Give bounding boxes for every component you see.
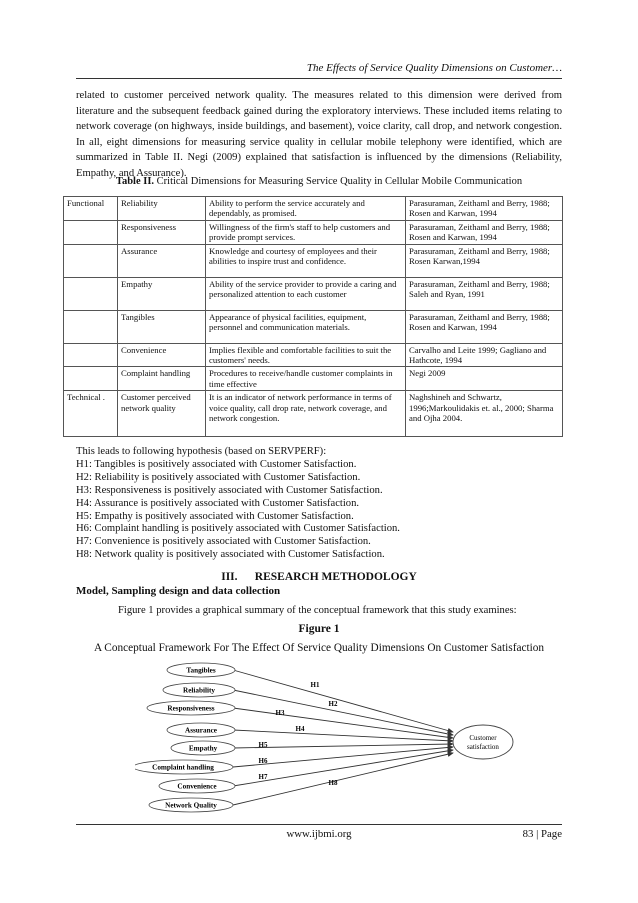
table-row xyxy=(64,343,563,367)
table-cell-dimension: Convenience xyxy=(118,343,206,367)
table-caption-text: Critical Dimensions for Measuring Service Quality in Cellular Mobile Communication xyxy=(156,176,523,187)
table-cell-dimension: Assurance xyxy=(118,244,206,277)
label-h8: H8 xyxy=(328,779,338,787)
hypothesis-item: H2: Reliability is positively associated with Customer Satisfaction. xyxy=(76,471,361,483)
table-cell-source: Carvalho and Leite 1999; Gagliano and Hathcote, 1994 xyxy=(406,343,563,367)
node-label: Reliability xyxy=(183,686,215,695)
hypothesis-item: H6: Complaint handling is positively associated with Customer Satisfaction. xyxy=(76,523,400,535)
table-cell-dimension: Reliability xyxy=(118,197,206,221)
table-cell-source: Parasuraman, Zeithaml and Berry, 1988; Rosen Karwan,1994 xyxy=(406,244,563,277)
table-cell-description: Ability of the service provider to provide a caring and personalized attention to each customer xyxy=(206,277,406,310)
footer-rule xyxy=(76,824,562,825)
table-cell-source: Naghshineh and Schwartz, 1996;Markoulidakis et. al., 2000; Sharma and Ojha 2004. xyxy=(406,391,563,437)
table-cell-dimension: Empathy xyxy=(118,277,206,310)
node-label: Tangibles xyxy=(186,666,216,675)
node-empathy xyxy=(171,741,235,755)
node-label: Assurance xyxy=(185,726,217,735)
table-cell-dimension: Customer perceived network quality xyxy=(118,391,206,437)
node-label: Network Quality xyxy=(165,801,217,810)
table-cell-group xyxy=(64,220,118,244)
table-cell-description: Appearance of physical facilities, equipment, personnel and communication materials. xyxy=(206,310,406,343)
node-assurance xyxy=(167,723,235,737)
table-cell-group xyxy=(64,244,118,277)
table-cell-group xyxy=(64,277,118,310)
table-cell-description: Willingness of the firm's staff to help customers and provide prompt services. xyxy=(206,220,406,244)
table-cell-description: Ability to perform the service accurately and dependably, as promised. xyxy=(206,197,406,221)
node-responsiveness xyxy=(147,701,235,715)
hypothesis-item: H1: Tangibles is positively associated with Customer Satisfaction. xyxy=(76,458,357,470)
node-customer-satisfaction xyxy=(453,725,513,759)
dimensions-table xyxy=(63,196,563,437)
node-label: Complaint handling xyxy=(152,763,214,772)
table-cell-source: Parasuraman, Zeithaml and Berry, 1988; Saleh and Ryan, 1991 xyxy=(406,277,563,310)
label-h5: H5 xyxy=(258,741,268,749)
table-row xyxy=(64,220,563,244)
table-row xyxy=(64,197,563,221)
table-cell-dimension: Responsiveness xyxy=(118,220,206,244)
node-complaint-handling xyxy=(135,760,233,774)
hypothesis-item: H8: Network quality is positively associated with Customer Satisfaction. xyxy=(76,549,385,561)
section-subheading: Model, Sampling design and data collection xyxy=(76,585,281,597)
hypotheses-intro: This leads to following hypothesis (based on SERVPERF): xyxy=(76,446,327,457)
table-cell-group: Technical . xyxy=(64,391,118,437)
conceptual-framework-diagram xyxy=(135,660,515,820)
table-cell-source: Parasuraman, Zeithaml and Berry, 1988; Rosen and Karwan, 1994 xyxy=(406,197,563,221)
table-row xyxy=(64,391,563,437)
node-reliability xyxy=(163,683,235,697)
intro-paragraph: related to customer perceived network quality. The measures related to this dimension were derived from literature and the subsequent feedback gained during the exploratory interviews. These included items relating to network coverage (on highways, inside buildings, and basement), voice clarity, call drop, and network congestion. In all, eight dimensions for measuring service quality in cellular mobile telephony were identified, which are summarized in Table II. Negi (2009) explained that satisfaction is influenced by the dimensions (Reliability, Empathy, and Assurance). xyxy=(76,90,562,179)
table-cell-description: Implies flexible and comfortable facilities to suit the customers' needs. xyxy=(206,343,406,367)
label-h6: H6 xyxy=(258,757,268,765)
label-h3: H3 xyxy=(275,709,285,717)
hypothesis-item: H3: Responsiveness is positively associated with Customer Satisfaction. xyxy=(76,484,383,496)
node-label: Convenience xyxy=(177,782,217,791)
node-convenience xyxy=(159,779,235,793)
label-h7: H7 xyxy=(258,773,268,781)
table-cell-dimension: Complaint handling xyxy=(118,367,206,391)
figure-label: Figure 1 xyxy=(298,623,340,635)
table-cell-description: Knowledge and courtesy of employees and their abilities to inspire trust and confidence. xyxy=(206,244,406,277)
header-rule xyxy=(76,78,562,79)
table-caption xyxy=(76,176,562,187)
footer-page-number: 83 | Page xyxy=(522,828,562,840)
hypothesis-item: H4: Assurance is positively associated with Customer Satisfaction. xyxy=(76,497,360,509)
table-cell-source: Parasuraman, Zeithaml and Berry, 1988; Rosen and Karwan, 1994 xyxy=(406,220,563,244)
table-cell-group: Functional xyxy=(64,197,118,221)
table-cell-dimension: Tangibles xyxy=(118,310,206,343)
section-heading: III. RESEARCH METHODOLOGY xyxy=(221,571,417,583)
node-network-quality xyxy=(149,798,233,812)
target-label-line1: Customer xyxy=(469,734,497,742)
footer-site-url: www.ijbmi.org xyxy=(286,828,352,840)
hypothesis-item: H5: Empathy is positively associated with Customer Satisfaction. xyxy=(76,510,354,522)
table-cell-source: Negi 2009 xyxy=(406,367,563,391)
hypotheses-block xyxy=(76,446,400,562)
table-cell-description: It is an indicator of network performance in terms of voice quality, call drop rate, network coverage, and network congestion. xyxy=(206,391,406,437)
table-row xyxy=(64,244,563,277)
table-row xyxy=(64,277,563,310)
target-label-line2: satisfaction xyxy=(467,743,499,751)
figure-title: A Conceptual Framework For The Effect Of Service Quality Dimensions On Customer Satisfaction xyxy=(93,642,545,654)
table-cell-source: Parasuraman, Zeithaml and Berry, 1988; Rosen and Karwan, 1994 xyxy=(406,310,563,343)
figure-intro-text: Figure 1 provides a graphical summary of the conceptual framework that this study examines: xyxy=(118,605,517,616)
table-cell-description: Procedures to receive/handle customer complaints in time effective xyxy=(206,367,406,391)
label-h1: H1 xyxy=(310,681,320,689)
label-h2: H2 xyxy=(328,700,338,708)
running-header: The Effects of Service Quality Dimensions on Customer… xyxy=(306,62,562,74)
node-label: Responsiveness xyxy=(167,704,215,713)
table-cell-group xyxy=(64,343,118,367)
table-cell-group xyxy=(64,367,118,391)
table-row xyxy=(64,367,563,391)
table-row xyxy=(64,310,563,343)
table-cell-group xyxy=(64,310,118,343)
node-label: Empathy xyxy=(188,744,218,753)
arrow-h4 xyxy=(233,730,453,741)
label-h4: H4 xyxy=(295,725,305,733)
table-caption-label: Table II. xyxy=(115,176,155,187)
node-tangibles xyxy=(167,663,235,677)
hypothesis-item: H7: Convenience is positively associated with Customer Satisfaction. xyxy=(76,536,371,548)
